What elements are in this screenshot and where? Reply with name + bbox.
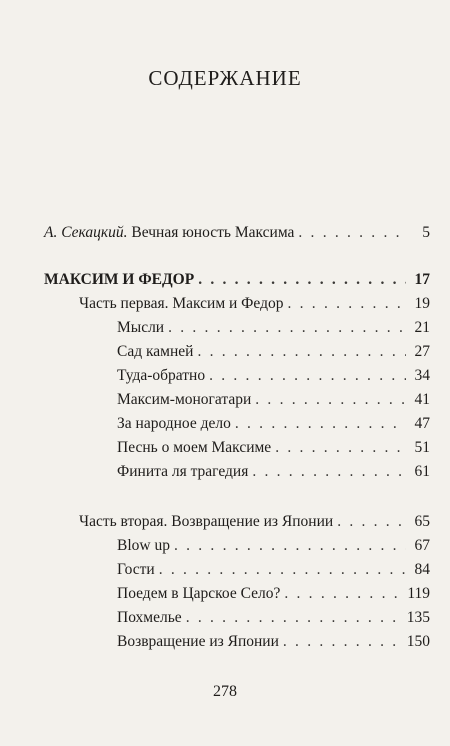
toc-entry-page: 34: [414, 367, 430, 384]
toc-entry-title: Поедем в Царское Село?: [117, 585, 281, 602]
toc-entry-title: МАКСИМ И ФЕДОР: [44, 271, 195, 288]
toc-entry-title: Часть вторая. Возвращение из Японии: [79, 513, 334, 530]
toc-entry-part: [79, 512, 430, 532]
toc-entry-chapter: [117, 390, 430, 410]
toc-entry-title: За народное дело: [117, 415, 231, 432]
dot-leader: [255, 390, 406, 410]
toc-entry-page: 61: [414, 463, 430, 480]
dot-leader: [186, 608, 403, 628]
toc-entry-page: 47: [414, 415, 430, 432]
toc-entry-chapter: [117, 342, 430, 362]
dot-leader: [275, 438, 406, 458]
toc-entry-title: Мысли: [117, 319, 165, 336]
toc-entry-title: Возвращение из Японии: [117, 633, 279, 650]
dot-leader: [209, 366, 406, 386]
toc-entry-title: Часть первая. Максим и Федор: [79, 295, 284, 312]
toc-entry-title: Максим-моногатари: [117, 391, 252, 408]
dot-leader: [283, 632, 403, 652]
toc-entry-page: 150: [406, 633, 430, 650]
toc-entry-title: А. Секацкий. Вечная юность Максима: [44, 224, 295, 241]
dot-leader: [298, 223, 406, 243]
toc-entry-title: Финита ля трагедия: [117, 463, 249, 480]
toc-entry-chapter: [117, 462, 430, 482]
dot-leader: [288, 294, 407, 314]
toc-entry-page: 65: [414, 513, 430, 530]
page-title: СОДЕРЖАНИЕ: [148, 66, 302, 90]
dot-leader: [198, 270, 406, 290]
toc-entry-section: [44, 270, 430, 290]
dot-leader: [197, 342, 406, 362]
toc-entry-page: 135: [406, 609, 430, 626]
page-number: 278: [213, 683, 237, 700]
toc-entry-chapter: [117, 608, 430, 628]
toc-entry-chapter: [117, 318, 430, 338]
toc-entry-part: [79, 294, 430, 314]
toc-entry-title: Blow up: [117, 537, 170, 554]
dot-leader: [337, 512, 406, 532]
dot-leader: [159, 560, 406, 580]
toc-entry-title: Туда-обратно: [117, 367, 206, 384]
toc-entry-chapter: [117, 560, 430, 580]
toc-entry-page: 119: [407, 585, 430, 602]
toc-entry-title: Песнь о моем Максиме: [117, 439, 272, 456]
dot-leader: [168, 318, 406, 338]
toc-entry-title: Гости: [117, 561, 155, 578]
dot-leader: [235, 414, 406, 434]
dot-leader: [174, 536, 406, 556]
toc-entry-page: 19: [414, 295, 430, 312]
toc-entry-foreword: [44, 223, 430, 243]
toc-entry-page: 27: [414, 343, 430, 360]
toc-entry-chapter: [117, 438, 430, 458]
toc-entry-page: 67: [414, 537, 430, 554]
toc-entry-title: Похмелье: [117, 609, 182, 626]
toc-entry-chapter: [117, 584, 430, 604]
toc-entry-chapter: [117, 632, 430, 652]
toc-entry-page: 51: [414, 439, 430, 456]
toc-entry-title: Сад камней: [117, 343, 194, 360]
toc-entry-chapter: [117, 414, 430, 434]
toc-entry-chapter: [117, 536, 430, 556]
toc-entry-author: А. Секацкий.: [44, 224, 128, 241]
dot-leader: [252, 462, 406, 482]
toc-entry-page: 41: [414, 391, 430, 408]
toc-entry-chapter: [117, 366, 430, 386]
toc-entry-page: 5: [422, 224, 430, 241]
toc-entry-page: 84: [414, 561, 430, 578]
toc-entry-page: 17: [414, 271, 430, 288]
toc-entry-page: 21: [414, 319, 430, 336]
dot-leader: [284, 584, 403, 604]
